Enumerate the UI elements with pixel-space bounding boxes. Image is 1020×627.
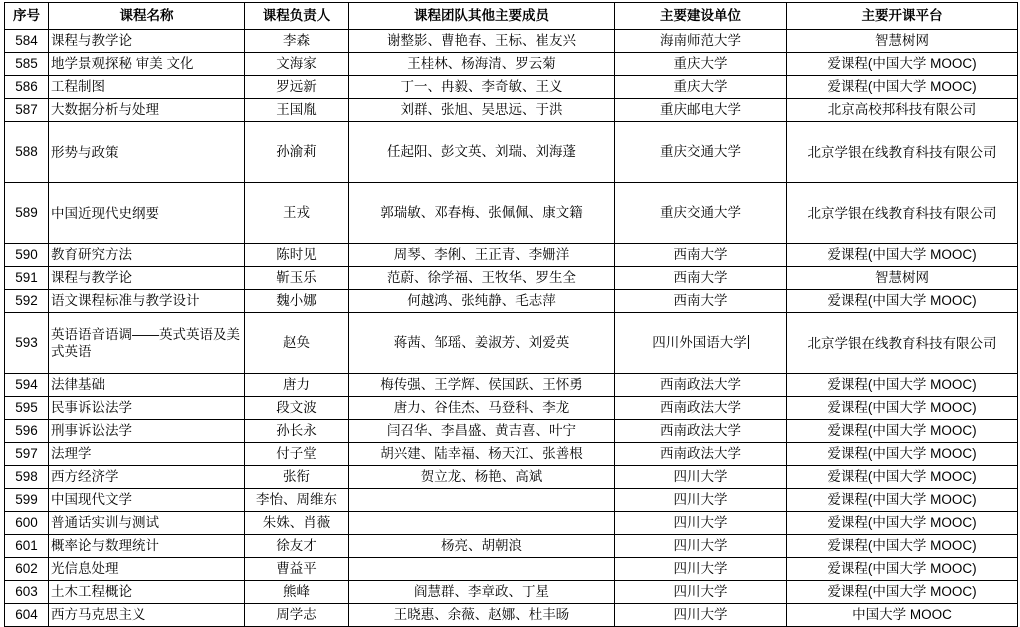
cell-unit: 重庆大学 xyxy=(615,76,787,99)
cell-leader: 熊峰 xyxy=(245,581,349,604)
cell-team: 梅传强、王学辉、侯国跃、王怀勇 xyxy=(349,374,615,397)
cell-course-name: 法律基础 xyxy=(49,374,245,397)
table-row xyxy=(5,267,1018,290)
cell-platform: 爱课程(中国大学 MOOC) xyxy=(787,53,1018,76)
table-row xyxy=(5,397,1018,420)
cell-seq: 600 xyxy=(5,512,49,535)
cell-course-name: 西方马克思主义 xyxy=(49,604,245,627)
cell-unit: 西南政法大学 xyxy=(615,397,787,420)
cell-unit: 西南大学 xyxy=(615,290,787,313)
cell-team: 阎慧群、李章政、丁星 xyxy=(349,581,615,604)
cell-course-name: 语文课程标准与教学设计 xyxy=(49,290,245,313)
table-header-row xyxy=(5,3,1018,30)
cell-platform: 智慧树网 xyxy=(787,267,1018,290)
cell-leader: 魏小娜 xyxy=(245,290,349,313)
table-row xyxy=(5,76,1018,99)
table-row xyxy=(5,535,1018,558)
cell-team xyxy=(349,558,615,581)
column-header-platform: 主要开课平台 xyxy=(787,3,1018,30)
cell-team: 王桂林、杨海清、罗云菊 xyxy=(349,53,615,76)
cell-team: 唐力、谷佳杰、马登科、李龙 xyxy=(349,397,615,420)
document-page xyxy=(0,2,1020,622)
cell-seq: 586 xyxy=(5,76,49,99)
cell-leader: 王戎 xyxy=(245,183,349,244)
table-row xyxy=(5,558,1018,581)
table-row xyxy=(5,290,1018,313)
table-row xyxy=(5,466,1018,489)
cell-unit: 四川大学 xyxy=(615,581,787,604)
cell-unit: 西南政法大学 xyxy=(615,374,787,397)
cell-team: 丁一、冉毅、李奇敏、王义 xyxy=(349,76,615,99)
table-row xyxy=(5,604,1018,627)
cell-course-name: 工程制图 xyxy=(49,76,245,99)
cell-seq: 589 xyxy=(5,183,49,244)
cell-unit: 四川大学 xyxy=(615,512,787,535)
cell-leader: 唐力 xyxy=(245,374,349,397)
cell-team: 范蔚、徐学福、王牧华、罗生全 xyxy=(349,267,615,290)
cell-course-name: 中国现代文学 xyxy=(49,489,245,512)
cell-seq: 602 xyxy=(5,558,49,581)
cell-course-name: 民事诉讼法学 xyxy=(49,397,245,420)
cell-leader: 周学志 xyxy=(245,604,349,627)
cell-team: 贺立龙、杨艳、高斌 xyxy=(349,466,615,489)
cell-unit: 重庆交通大学 xyxy=(615,122,787,183)
cell-team xyxy=(349,489,615,512)
cell-unit xyxy=(615,313,787,374)
cell-leader: 罗远新 xyxy=(245,76,349,99)
table-header xyxy=(5,3,1018,30)
cell-leader: 孙长永 xyxy=(245,420,349,443)
cell-unit: 四川大学 xyxy=(615,604,787,627)
cell-seq: 591 xyxy=(5,267,49,290)
table-row xyxy=(5,122,1018,183)
cell-leader: 王国胤 xyxy=(245,99,349,122)
cell-seq: 592 xyxy=(5,290,49,313)
cell-leader: 文海家 xyxy=(245,53,349,76)
cell-leader: 徐友才 xyxy=(245,535,349,558)
cell-unit: 重庆交通大学 xyxy=(615,183,787,244)
cell-course-name: 普通话实训与测试 xyxy=(49,512,245,535)
cell-seq: 597 xyxy=(5,443,49,466)
cell-platform: 爱课程(中国大学 MOOC) xyxy=(787,76,1018,99)
cell-unit: 西南政法大学 xyxy=(615,443,787,466)
cell-leader: 曹益平 xyxy=(245,558,349,581)
column-header-course-name: 课程名称 xyxy=(49,3,245,30)
cell-team: 蒋茜、邹瑶、姜淑芳、刘爱英 xyxy=(349,313,615,374)
column-header-team: 课程团队其他主要成员 xyxy=(349,3,615,30)
cell-leader: 靳玉乐 xyxy=(245,267,349,290)
cell-unit: 重庆邮电大学 xyxy=(615,99,787,122)
cell-course-name: 光信息处理 xyxy=(49,558,245,581)
cell-seq: 603 xyxy=(5,581,49,604)
cell-team: 杨亮、胡朝浪 xyxy=(349,535,615,558)
cell-platform: 北京学银在线教育科技有限公司 xyxy=(787,313,1018,374)
cell-seq: 587 xyxy=(5,99,49,122)
cell-seq: 596 xyxy=(5,420,49,443)
cell-team: 何越鸿、张纯静、毛志萍 xyxy=(349,290,615,313)
cell-leader: 段文波 xyxy=(245,397,349,420)
cell-platform: 爱课程(中国大学 MOOC) xyxy=(787,581,1018,604)
cell-platform: 爱课程(中国大学 MOOC) xyxy=(787,512,1018,535)
cell-course-name: 课程与教学论 xyxy=(49,267,245,290)
cell-platform: 智慧树网 xyxy=(787,30,1018,53)
cell-seq: 598 xyxy=(5,466,49,489)
cell-leader: 陈时见 xyxy=(245,244,349,267)
cell-unit: 四川大学 xyxy=(615,489,787,512)
table-body xyxy=(5,30,1018,627)
table-row xyxy=(5,313,1018,374)
cell-platform: 北京学银在线教育科技有限公司 xyxy=(787,183,1018,244)
column-header-leader: 课程负责人 xyxy=(245,3,349,30)
cell-seq: 604 xyxy=(5,604,49,627)
cell-team: 闫召华、李昌盛、黄吉喜、叶宁 xyxy=(349,420,615,443)
table-row xyxy=(5,420,1018,443)
cell-team: 王晓惠、余薇、赵娜、杜丰旸 xyxy=(349,604,615,627)
table-row xyxy=(5,244,1018,267)
cell-course-name: 形势与政策 xyxy=(49,122,245,183)
cell-team: 周琴、李俐、王正青、李姗洋 xyxy=(349,244,615,267)
cell-course-name: 教育研究方法 xyxy=(49,244,245,267)
cell-team: 任起阳、彭文英、刘瑞、刘海蓬 xyxy=(349,122,615,183)
cell-unit: 西南大学 xyxy=(615,267,787,290)
cell-unit: 重庆大学 xyxy=(615,53,787,76)
table-row xyxy=(5,443,1018,466)
cell-platform: 爱课程(中国大学 MOOC) xyxy=(787,397,1018,420)
cell-course-name: 西方经济学 xyxy=(49,466,245,489)
column-header-seq: 序号 xyxy=(5,3,49,30)
cell-team: 刘群、张旭、吴思远、于洪 xyxy=(349,99,615,122)
cell-seq: 595 xyxy=(5,397,49,420)
cell-leader: 朱姝、肖薇 xyxy=(245,512,349,535)
cell-seq: 594 xyxy=(5,374,49,397)
cell-leader: 孙渝莉 xyxy=(245,122,349,183)
cell-unit: 四川大学 xyxy=(615,535,787,558)
cell-platform: 爱课程(中国大学 MOOC) xyxy=(787,489,1018,512)
cell-unit: 西南大学 xyxy=(615,244,787,267)
cell-course-name: 土木工程概论 xyxy=(49,581,245,604)
cell-seq: 585 xyxy=(5,53,49,76)
cell-course-name: 地学景观探秘 审美 文化 xyxy=(49,53,245,76)
cell-platform: 爱课程(中国大学 MOOC) xyxy=(787,420,1018,443)
cell-course-name: 概率论与数理统计 xyxy=(49,535,245,558)
column-header-unit: 主要建设单位 xyxy=(615,3,787,30)
table-row xyxy=(5,512,1018,535)
cell-platform: 爱课程(中国大学 MOOC) xyxy=(787,558,1018,581)
cell-leader: 付子堂 xyxy=(245,443,349,466)
cell-platform: 北京高校邦科技有限公司 xyxy=(787,99,1018,122)
cell-platform: 爱课程(中国大学 MOOC) xyxy=(787,374,1018,397)
cell-seq: 584 xyxy=(5,30,49,53)
cell-unit-text: 四川外国语大学 xyxy=(652,335,747,350)
table-row xyxy=(5,30,1018,53)
cell-team: 谢整影、曹艳春、王标、崔友兴 xyxy=(349,30,615,53)
cell-course-name: 课程与教学论 xyxy=(49,30,245,53)
cell-seq: 599 xyxy=(5,489,49,512)
cell-course-name: 刑事诉讼法学 xyxy=(49,420,245,443)
table-row xyxy=(5,53,1018,76)
table-row xyxy=(5,581,1018,604)
course-table xyxy=(4,2,1018,627)
cell-seq: 588 xyxy=(5,122,49,183)
cell-leader: 李森 xyxy=(245,30,349,53)
cell-leader: 赵奂 xyxy=(245,313,349,374)
cell-platform: 北京学银在线教育科技有限公司 xyxy=(787,122,1018,183)
cell-team: 郭瑞敏、邓春梅、张佩佩、康文籍 xyxy=(349,183,615,244)
cell-seq: 593 xyxy=(5,313,49,374)
cell-course-name: 法理学 xyxy=(49,443,245,466)
cell-platform: 中国大学 MOOC xyxy=(787,604,1018,627)
cell-unit: 四川大学 xyxy=(615,466,787,489)
table-row xyxy=(5,374,1018,397)
text-caret xyxy=(748,335,749,349)
cell-unit: 海南师范大学 xyxy=(615,30,787,53)
cell-platform: 爱课程(中国大学 MOOC) xyxy=(787,443,1018,466)
cell-platform: 爱课程(中国大学 MOOC) xyxy=(787,535,1018,558)
cell-course-name: 大数据分析与处理 xyxy=(49,99,245,122)
cell-platform: 爱课程(中国大学 MOOC) xyxy=(787,466,1018,489)
cell-platform: 爱课程(中国大学 MOOC) xyxy=(787,290,1018,313)
table-row xyxy=(5,99,1018,122)
cell-team xyxy=(349,512,615,535)
cell-unit: 西南政法大学 xyxy=(615,420,787,443)
table-row xyxy=(5,489,1018,512)
cell-platform: 爱课程(中国大学 MOOC) xyxy=(787,244,1018,267)
cell-course-name: 中国近现代史纲要 xyxy=(49,183,245,244)
table-row xyxy=(5,183,1018,244)
cell-seq: 601 xyxy=(5,535,49,558)
cell-unit: 四川大学 xyxy=(615,558,787,581)
cell-leader: 张衔 xyxy=(245,466,349,489)
cell-team: 胡兴建、陆幸福、杨天江、张善根 xyxy=(349,443,615,466)
cell-course-name: 英语语音语调——英式英语及美式英语 xyxy=(49,313,245,374)
cell-seq: 590 xyxy=(5,244,49,267)
cell-leader: 李怡、周维东 xyxy=(245,489,349,512)
